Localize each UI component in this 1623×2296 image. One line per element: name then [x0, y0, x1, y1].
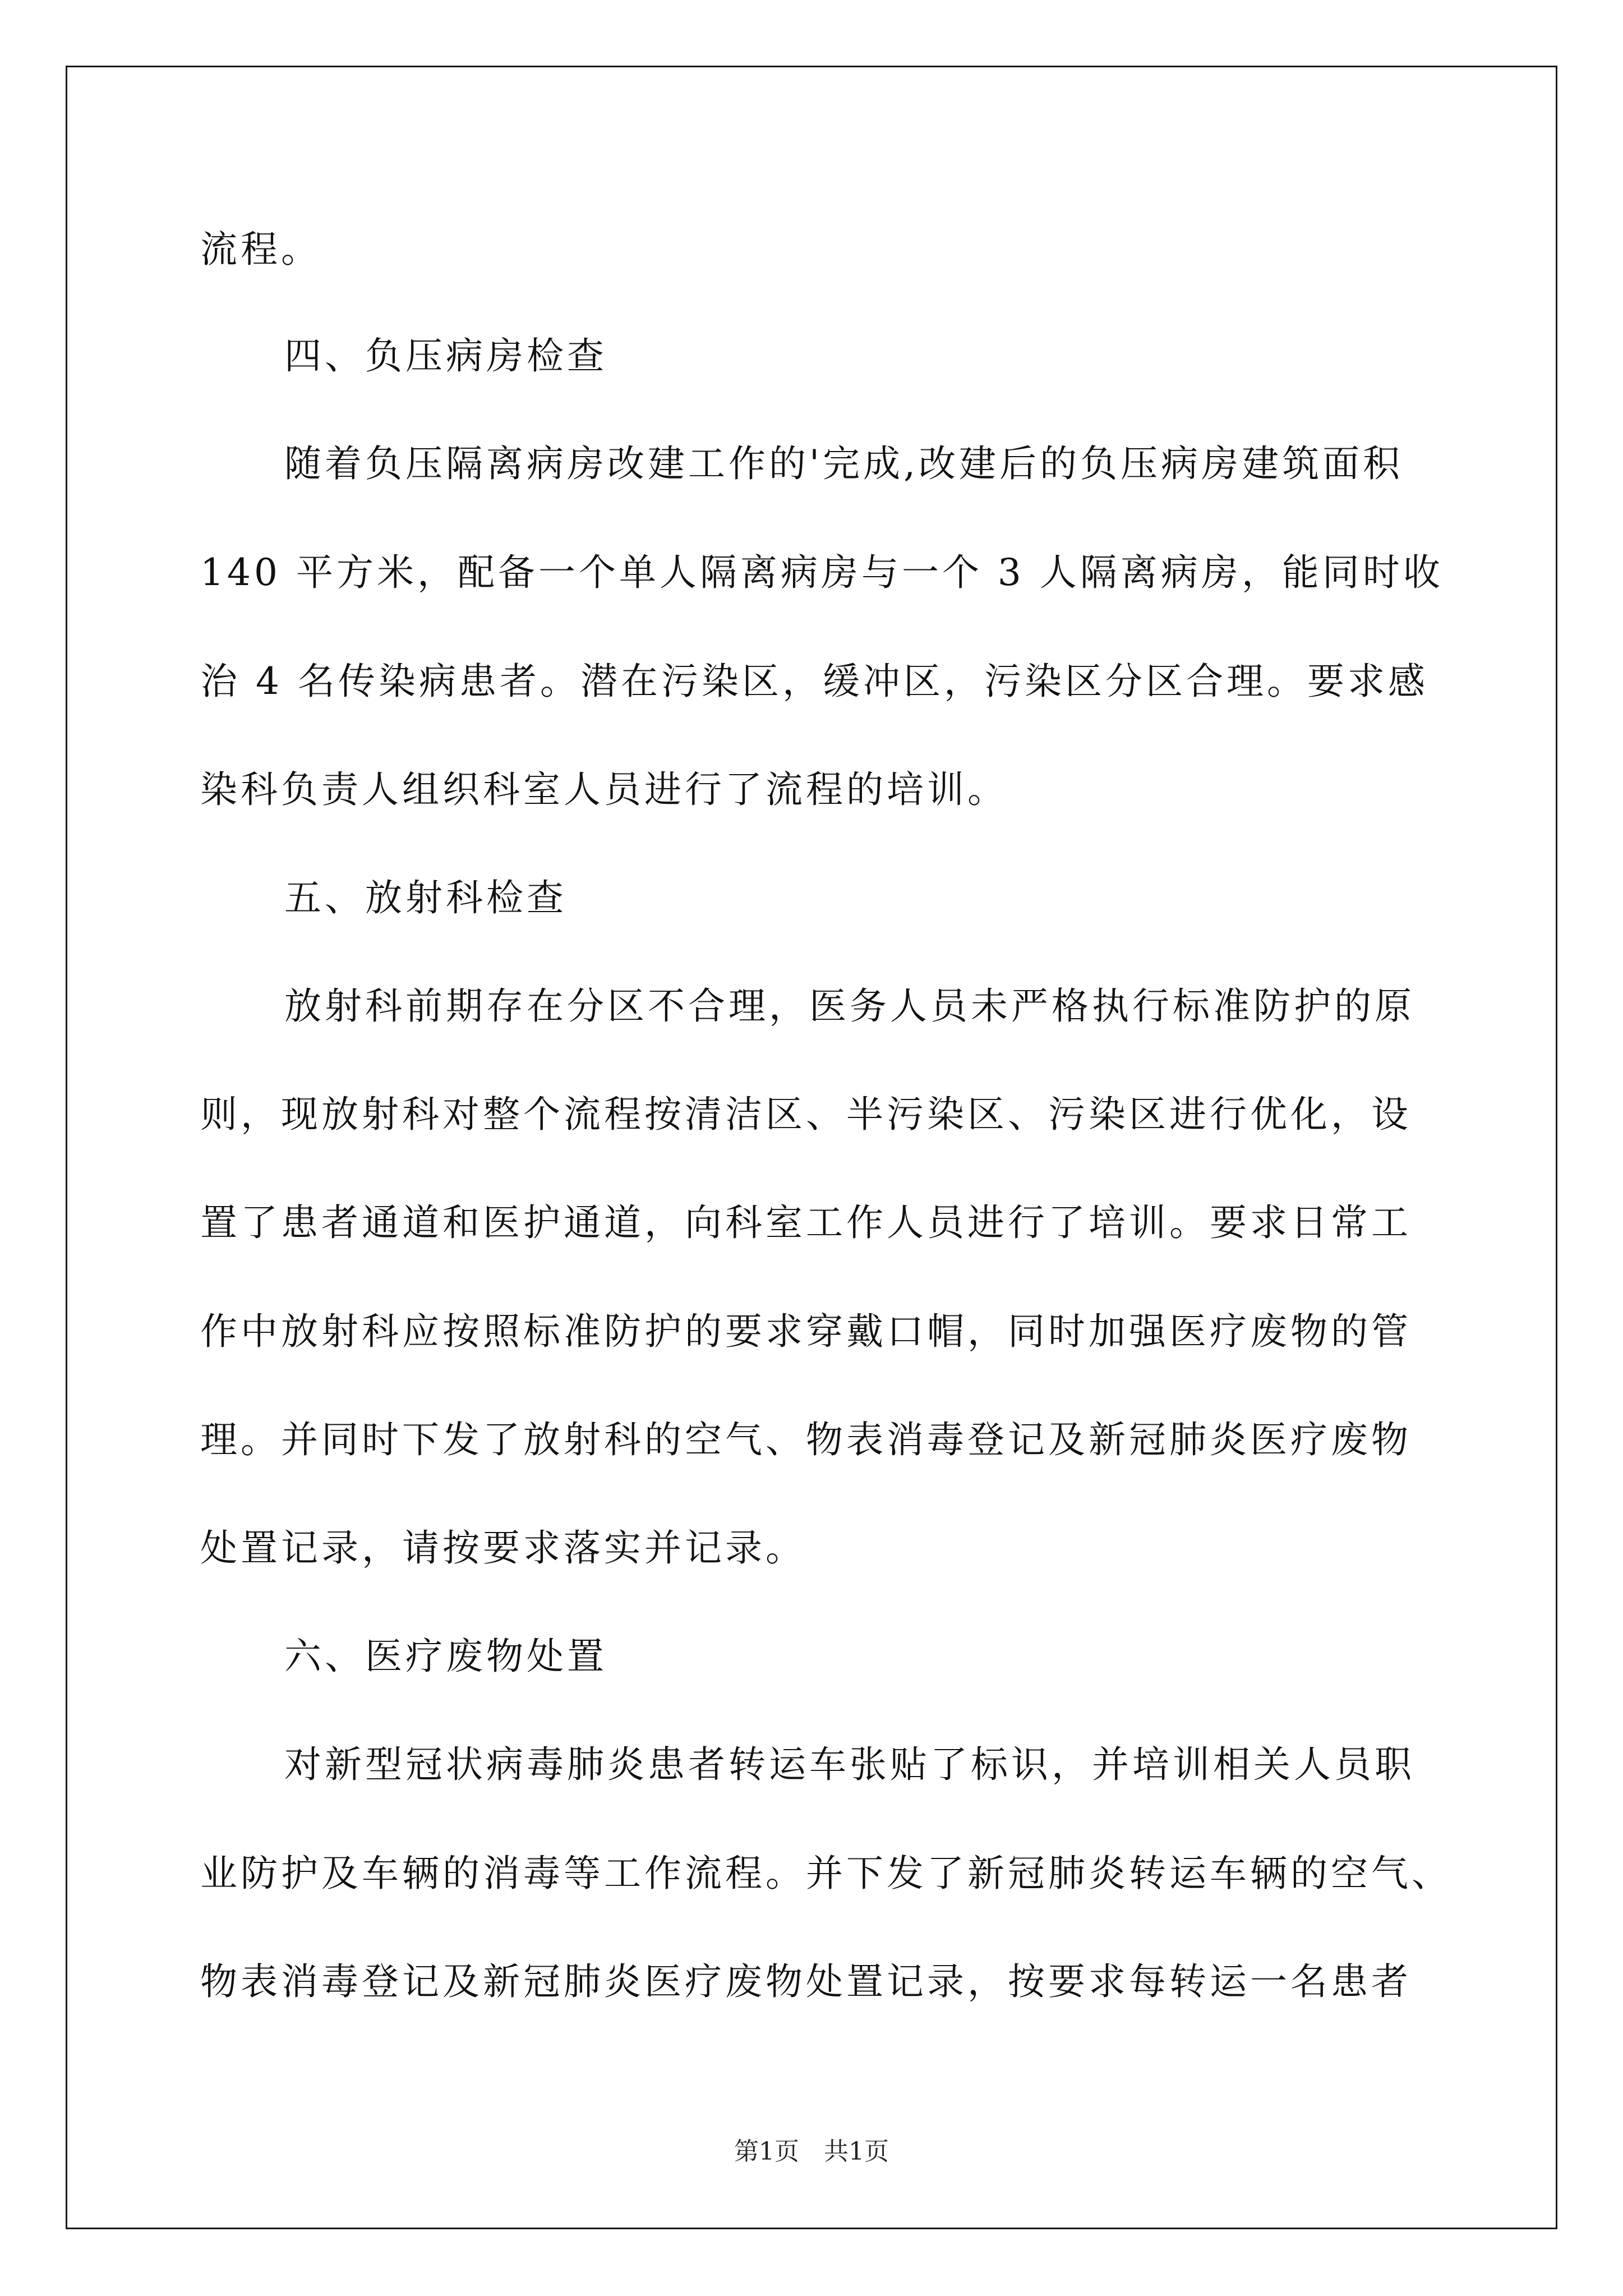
text-line: 理。并同时下发了放射科的空气、物表消毒登记及新冠肺炎医疗废物: [200, 1418, 1412, 1461]
section-heading: 五、放射科检查: [284, 876, 567, 919]
text-line: 业防护及车辆的消毒等工作流程。并下发了新冠肺炎转运车辆的空气、: [200, 1852, 1452, 1895]
page-footer: 第1页 共1页: [734, 2137, 889, 2166]
section-heading: 四、负压病房检查: [284, 334, 607, 378]
section-heading: 六、医疗废物处置: [284, 1635, 607, 1678]
text-line: 随着负压隔离病房改建工作的'完成,改建后的负压病房建筑面积: [284, 442, 1404, 485]
text-line: 作中放射科应按照标准防护的要求穿戴口帽，同时加强医疗废物的管: [200, 1310, 1412, 1353]
text-line: 流程。: [200, 228, 321, 271]
text-line: 放射科前期存在分区不合理，医务人员未严格执行标准防护的原: [284, 984, 1415, 1028]
text-line: 140 平方米，配备一个单人隔离病房与一个 3 人隔离病房，能同时收: [200, 551, 1444, 594]
text-line: 物表消毒登记及新冠肺炎医疗废物处置记录，按要求每转运一名患者: [200, 1960, 1412, 2003]
text-line: 对新型冠状病毒肺炎患者转运车张贴了标识，并培训相关人员职: [284, 1743, 1415, 1786]
text-line: 则，现放射科对整个流程按清洁区、半污染区、污染区进行优化，设: [200, 1093, 1412, 1136]
text-line: 治 4 名传染病患者。潜在污染区，缓冲区，污染区分区合理。要求感: [200, 660, 1428, 703]
text-line: 处置记录，请按要求落实并记录。: [200, 1526, 806, 1570]
text-line: 染科负责人组织科室人员进行了流程的培训。: [200, 768, 1008, 811]
page-border: [66, 66, 1557, 2229]
text-line: 置了患者通道和医护通道，向科室工作人员进行了培训。要求日常工: [200, 1201, 1412, 1244]
